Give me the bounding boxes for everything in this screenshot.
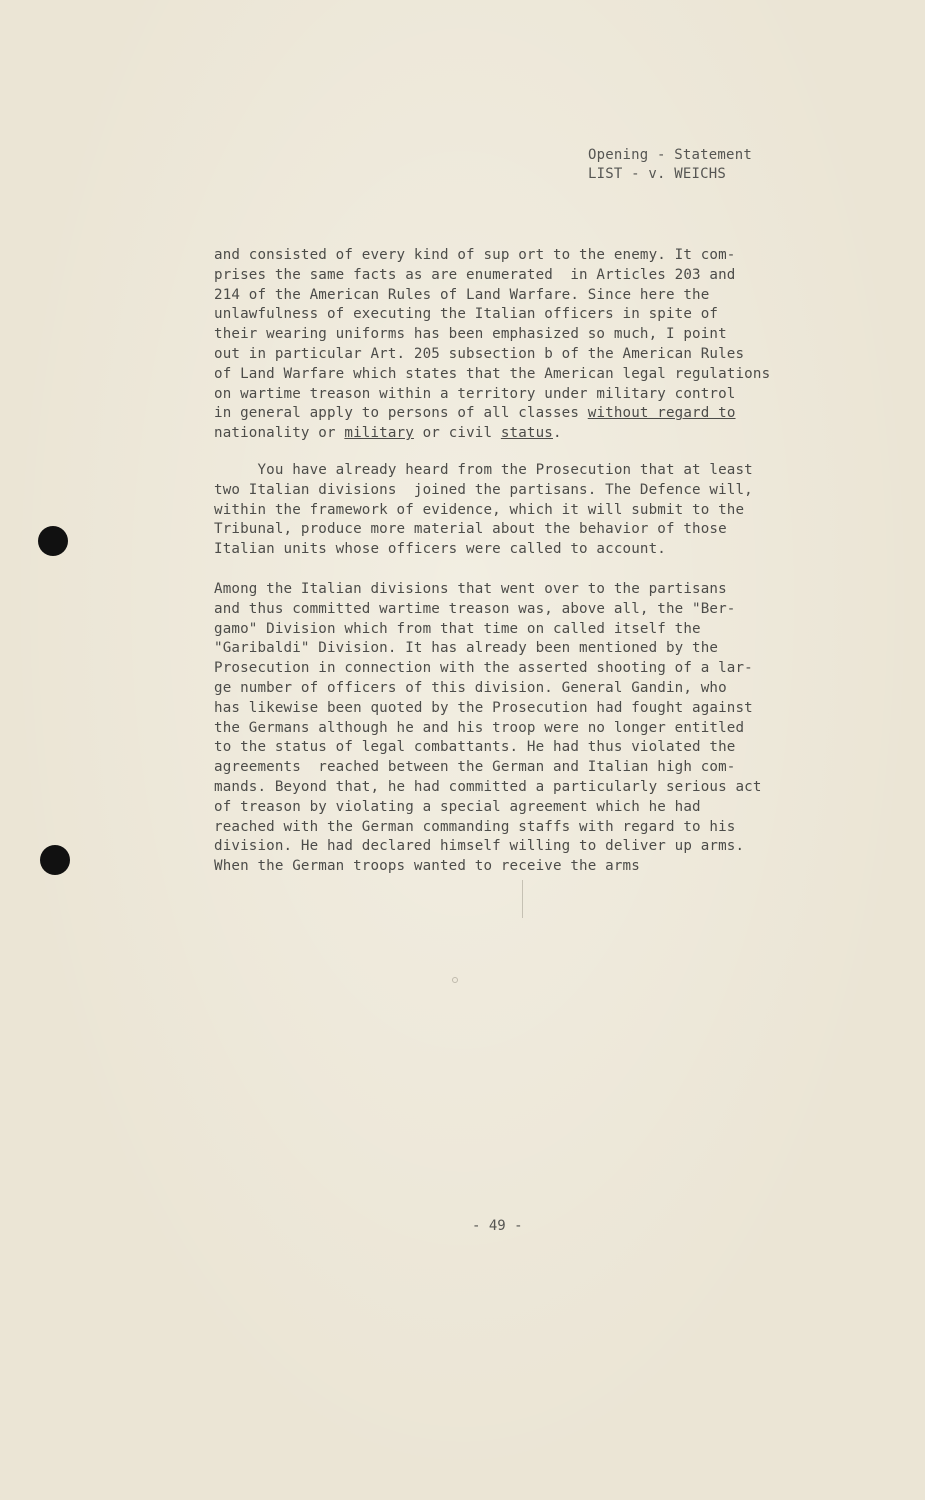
text-line: and consisted of every kind of sup ort to the enemy. It com- xyxy=(214,247,736,263)
text-line: to the status of legal combattants. He had thus violated the xyxy=(214,739,736,756)
underlined-text: without regard to xyxy=(587,405,736,422)
text-line: Among the Italian divisions that went over to the partisans xyxy=(214,581,727,597)
text-line: unlawfulness of executing the Italian officers in spite of xyxy=(214,306,719,323)
text-line xyxy=(214,424,834,444)
text-line: "Garibaldi" Division. It has already been mentioned by the xyxy=(214,640,719,657)
text-line: has likewise been quoted by the Prosecution had fought against xyxy=(214,699,753,716)
text-line: out in particular Art. 205 subsection b of the American Rules xyxy=(214,345,745,362)
text-line: and thus committed wartime treason was, above all, the "Ber- xyxy=(214,600,736,617)
page-number: - 49 - xyxy=(472,1218,523,1234)
paper-crease xyxy=(522,880,523,918)
text-segment: in general apply to persons of all classes xyxy=(214,405,588,422)
paper-speck xyxy=(452,977,458,983)
text-line: two Italian divisions joined the partisans. The Defence will, xyxy=(214,481,753,498)
text-line: on wartime treason within a territory under military control xyxy=(214,385,736,402)
underlined-text: status xyxy=(500,425,553,442)
text-line xyxy=(214,404,834,424)
text-line: 214 of the American Rules of Land Warfare. Since here the xyxy=(214,286,710,303)
paragraph-2 xyxy=(214,461,834,560)
text-line: prises the same facts as are enumerated in Articles 203 and xyxy=(214,266,736,283)
page-header xyxy=(588,146,752,184)
text-segment: or civil xyxy=(413,425,501,442)
punch-hole xyxy=(40,845,70,875)
text-line: gamo" Division which from that time on called itself the xyxy=(214,620,701,637)
paragraph-3 xyxy=(214,580,834,877)
text-line: Tribunal, produce more material about the behavior of those xyxy=(214,521,727,538)
text-line: within the framework of evidence, which it will submit to the xyxy=(214,501,745,518)
text-line: You have already heard from the Prosecution that at least xyxy=(214,462,753,478)
text-line: Prosecution in connection with the asserted shooting of a lar- xyxy=(214,660,753,677)
underlined-text: military xyxy=(344,425,414,442)
text-line: When the German troops wanted to receive the arms xyxy=(214,858,640,875)
paragraph-1 xyxy=(214,246,834,444)
text-line: division. He had declared himself willing to deliver up arms. xyxy=(214,838,745,855)
header-line-1: Opening - Statement xyxy=(588,147,752,163)
text-line: mands. Beyond that, he had committed a particularly serious act xyxy=(214,778,762,795)
text-line: their wearing uniforms has been emphasized so much, I point xyxy=(214,326,727,343)
text-line: agreements reached between the German and Italian high com- xyxy=(214,759,736,776)
text-segment: . xyxy=(553,425,562,442)
text-line: reached with the German commanding staffs with regard to his xyxy=(214,818,736,835)
text-line: the Germans although he and his troop were no longer entitled xyxy=(214,719,745,736)
header-line-2: LIST - v. WEICHS xyxy=(588,166,727,182)
text-line: of treason by violating a special agreement which he had xyxy=(214,798,701,815)
text-line: Italian units whose officers were called to account. xyxy=(214,541,666,558)
text-line: of Land Warfare which states that the American legal regulations xyxy=(214,365,771,382)
text-segment: nationality or xyxy=(214,425,345,442)
text-line: ge number of officers of this division. General Gandin, who xyxy=(214,679,727,696)
punch-hole xyxy=(38,526,68,556)
